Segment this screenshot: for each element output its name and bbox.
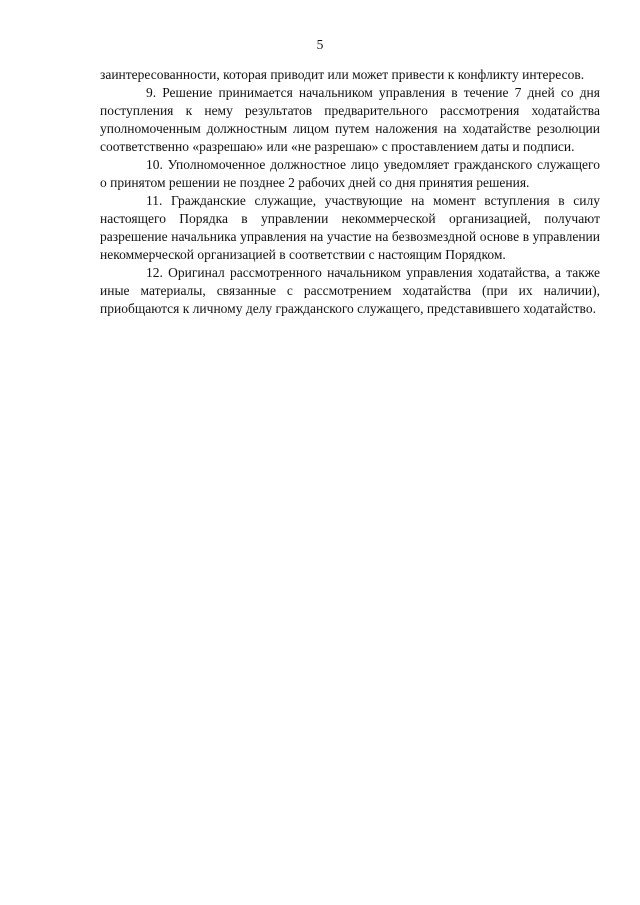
document-body	[100, 66, 600, 318]
paragraph-10: 10. Уполномоченное должностное лицо уведомляет гражданского служащего о принятом решении не позднее 2 рабочих дней со дня принятия решения.	[100, 157, 600, 190]
paragraph-11: 11. Гражданские служащие, участвующие на момент вступления в силу настоящего Порядка в управлении некоммерческой организацией, получают разрешение начальника управления на участие на безвозмездной основе в управлении некоммерческой организацией в соответствии с настоящим Порядком.	[100, 193, 600, 262]
page-number: 5	[316, 37, 324, 52]
paragraph-12: 12. Оригинал рассмотренного начальником управления ходатайства, а также иные материалы, связанные с рассмотрением ходатайства (при их наличии), приобщаются к личному делу гражданского служащего, представившего ходатайство.	[100, 265, 600, 316]
paragraph-continuation: заинтересованности, которая приводит или может привести к конфликту интересов.	[100, 67, 585, 82]
paragraph-9: 9. Решение принимается начальником управления в течение 7 дней со дня поступления к нему результатов предварительного рассмотрения ходатайства уполномоченным должностным лицом путем наложения на ходатайстве резолюции соответственно «разрешаю» или «не разрешаю» с проставлением даты и подписи.	[100, 85, 600, 154]
